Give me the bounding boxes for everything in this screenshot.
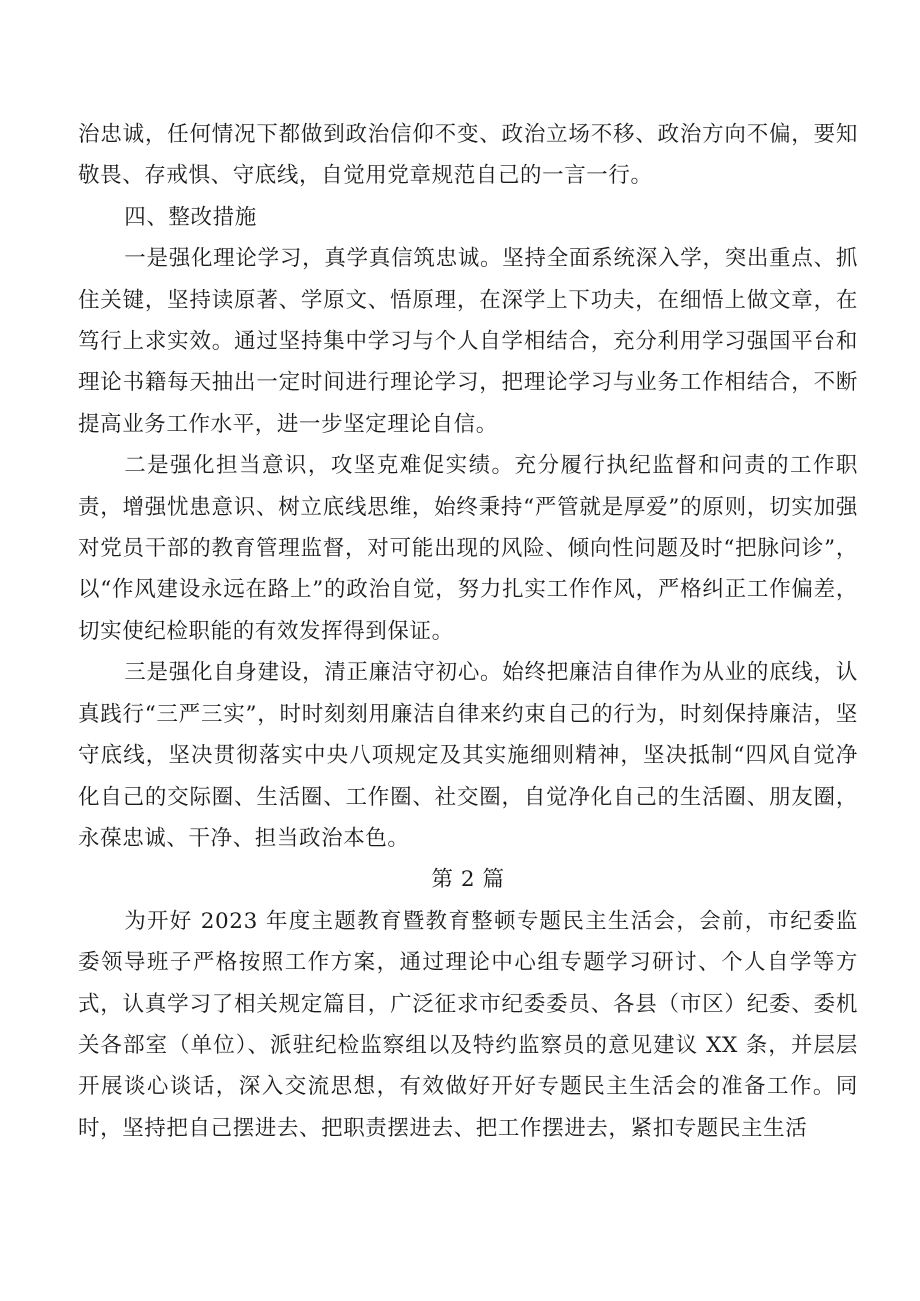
- paragraph-self-building: 三是强化自身建设，清正廉洁守初心。始终把廉洁自律作为从业的底线，认真践行“三严三实”，时时刻刻用廉洁自律来约束自己的行为，时刻保持廉洁，坚守底线，坚决贯彻落实中央八项规定及其实施细则精神，坚决抵制“四风自觉净化自己的交际圈、生活圈、工作圈、社交圈，自觉净化自己的生活圈、朋友圈，永葆忠诚、干净、担当政治本色。: [78, 660, 858, 851]
- paragraph-meeting-preparation: 为开好 2023 年度主题教育暨教育整顿专题民主生活会，会前，市纪委监委领导班子严格按照工作方案，通过理论中心组专题学习研讨、个人自学等方式，认真学习了相关规定篇目，广泛征求市纪委委员、各县（市区）纪委、委机关各部室（单位）、派驻纪检监察组以及特约监察员的意见建议 XX 条，并层层开展谈心谈话，深入交流思想，有效做好开好专题民主生活会的准备工作。同时，坚持把自己摆进去、把职责摆进去、把工作摆进去，紧扣专题民主生活: [78, 908, 858, 1141]
- heading-rectification-measures: 四、整改措施: [124, 204, 257, 230]
- paragraph-political-loyalty-continued: 治忠诚，任何情况下都做到政治信仰不变、政治立场不移、政治方向不偏，要知敬畏、存戒惧、守底线，自觉用党章规范自己的一言一行。: [78, 122, 858, 189]
- paragraph-responsibility: 二是强化担当意识，攻坚克难促实绩。充分履行执纪监督和问责的工作职责，增强忧患意识、树立底线思维，始终秉持“严管就是厚爱”的原则，切实加强对党员干部的教育管理监督，对可能出现的风险、倾向性问题及时“把脉问诊”，以“作风建设永远在路上”的政治自觉，努力扎实工作作风，严格纠正工作偏差，切实使纪检职能的有效发挥得到保证。: [78, 453, 858, 644]
- section-title-part-2: 第 2 篇: [431, 867, 505, 893]
- paragraph-theory-study: 一是强化理论学习，真学真信筑忠诚。坚持全面系统深入学，突出重点、抓住关键，坚持读原著、学原文、悟原理，在深学上下功夫，在细悟上做文章，在笃行上求实效。通过坚持集中学习与个人自学相结合，充分利用学习强国平台和理论书籍每天抽出一定时间进行理论学习，把理论学习与业务工作相结合，不断提高业务工作水平，进一步坚定理论自信。: [78, 246, 858, 437]
- document-body: [78, 114, 858, 1149]
